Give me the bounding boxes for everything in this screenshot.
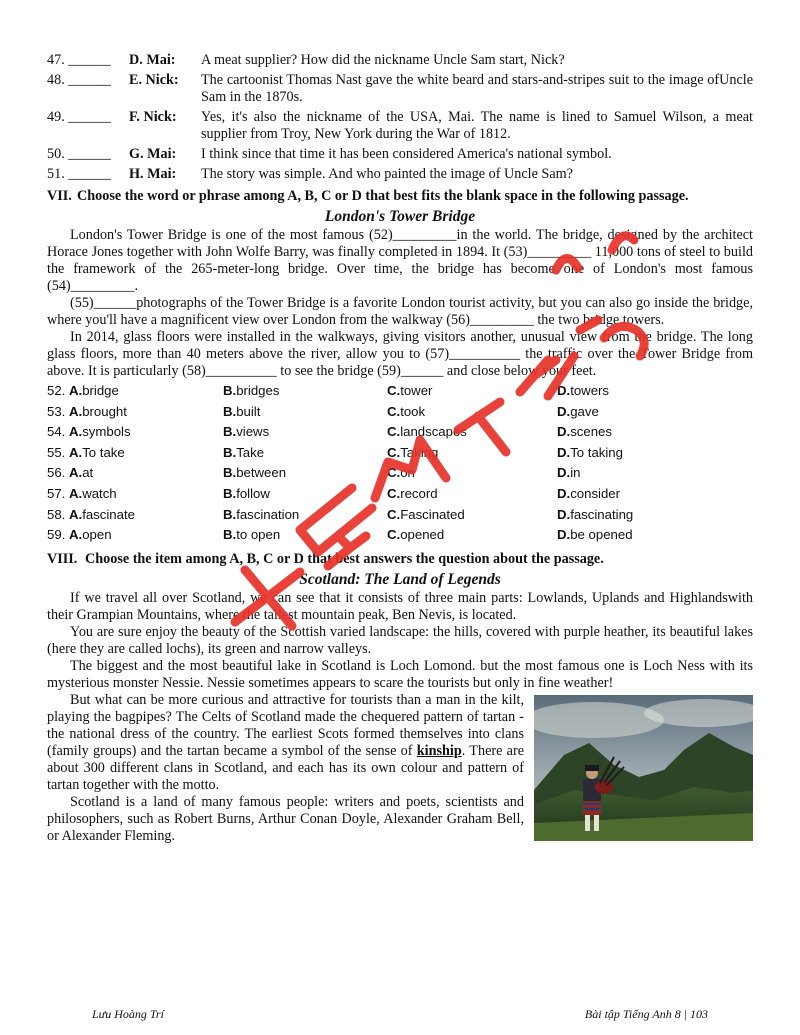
passage-paragraph: The biggest and the most beautiful lake in Scotland is Loch Lomond. but the most famous one is Loch Ness with its mysterious monster Nessie. Nessie sometimes appears to scare the tourists but only in fine weather!	[47, 657, 753, 691]
option-56-b	[223, 463, 387, 484]
option-57-a	[47, 484, 223, 505]
option-letter: D.	[557, 383, 571, 398]
text-run: in the world. The bridge, designed by the architect Horace Jones together with John Wolfe Barry, was finally completed in 1894. It (53)	[47, 227, 753, 260]
option-55-a	[47, 443, 223, 464]
dialogue-line	[47, 146, 753, 163]
option-text: bridge	[82, 383, 119, 398]
option-56-d	[557, 463, 747, 484]
passage-paragraph	[47, 295, 753, 329]
option-59-d	[557, 525, 747, 546]
dialogue-line	[47, 52, 753, 69]
text-run: (55)	[70, 295, 94, 311]
option-text: scenes	[570, 424, 612, 440]
passage-paragraph: Scotland is a land of many famous people: writers and poets, scientists and philosophers, such as Robert Burns, Arthur Conan Doyle, Alexander Graham Bell, or Alexander Fleming.	[47, 793, 524, 844]
text-run: 11,000 tons of steel to build the framework of the 265-meter-long bridge. Over time, the bridge has become one of London's most famous (54)	[47, 244, 753, 294]
option-letter: A.	[69, 506, 83, 522]
option-54-b	[223, 422, 387, 443]
text-run: . There are about 300 different clans in Scotland, and each has its own colour and pattern of tartan together with the motto.	[47, 742, 524, 793]
text-run: But what can be more curious and attractive for tourists than a man in the kilt, playing the bagpipes? The Celts of Scotland made the chequered pattern of tartan - the national dress of the country. The earliest Scots formed themselves into clans (family groups) and the tartan became a symbol of the sense of	[47, 691, 524, 759]
option-letter: C.	[387, 444, 401, 460]
option-text: open	[82, 527, 112, 543]
option-letter: A.	[69, 465, 83, 481]
option-52-c	[387, 381, 557, 402]
option-text: fascinating	[570, 506, 634, 522]
book-title-page-number: Bài tập Tiếng Anh 8 | 103	[584, 1007, 708, 1021]
option-52-b	[223, 381, 387, 402]
speaker-label: H. Mai:	[129, 166, 177, 182]
option-58-a	[47, 505, 223, 526]
option-letter: D.	[557, 485, 571, 501]
option-letter: B.	[223, 506, 237, 522]
passage-title: Scotland: The Land of Legends	[299, 570, 501, 588]
option-letter: D.	[557, 424, 571, 440]
text-run: the traffic over the Tower Bridge from above. It is particularly (58)	[47, 346, 753, 379]
option-letter: A.	[69, 444, 83, 460]
dialogue-line	[47, 166, 753, 183]
option-58-b	[223, 505, 387, 526]
option-letter: B.	[223, 485, 237, 501]
gap-53: _________	[527, 244, 592, 260]
option-58-d	[557, 505, 747, 526]
option-letter: B.	[223, 465, 237, 481]
gap-52: _________	[392, 227, 457, 243]
passage-title: London's Tower Bridge	[324, 208, 476, 225]
option-text: record	[400, 485, 438, 501]
text-run: photographs of the Tower Bridge is a favorite London tourist activity, but you can also go inside the bridge, where you'll have a magnificent view over London from the walkway (56)	[47, 295, 753, 328]
answer-blank: 49. ______	[47, 109, 111, 125]
option-text: be opened	[570, 527, 633, 543]
kinship-keyword: kinship	[416, 742, 462, 759]
option-text: brought	[82, 403, 127, 419]
option-55-c	[387, 443, 557, 464]
scotland-bagpiper-photo	[534, 695, 753, 841]
gap-59: ______	[400, 363, 444, 379]
option-letter: D.	[557, 444, 571, 460]
gap-56: _________	[469, 312, 534, 328]
option-56-a	[47, 463, 223, 484]
option-text: bridges	[236, 383, 280, 398]
option-letter: A.	[69, 527, 83, 543]
option-55-d	[557, 443, 747, 464]
section-number: VII.	[47, 188, 72, 204]
option-letter: B.	[223, 383, 237, 398]
passage-paragraph: You are sure enjoy the beauty of the Scottish varied landscape: the hills, covered with purple heather, its beautiful lakes (here they are called lochs), its green and narrow valleys.	[47, 623, 753, 657]
author-name: Lưu Hoàng Trí	[92, 1007, 164, 1021]
page-footer	[92, 1006, 708, 1023]
option-text: to open	[236, 527, 281, 543]
option-text: towers	[570, 383, 610, 398]
dialogue-text: Yes, it's also the nickname of the USA, Mai. The name is lined to Samuel Wilson, a meat supplier from Troy, New York during the War of 1812.	[201, 109, 753, 142]
speaker-label: E. Nick:	[129, 72, 179, 88]
text-run: London's Tower Bridge is one of the most famous (52)	[70, 227, 393, 243]
section-8-heading	[47, 551, 753, 568]
option-text: gave	[570, 403, 599, 419]
dialogue-text: The story was simple. And who painted the image of Uncle Sam?	[201, 166, 573, 182]
option-52-d	[557, 381, 747, 402]
option-56-c	[387, 463, 557, 484]
gap-55: ______	[93, 295, 137, 311]
option-letter: D.	[557, 527, 571, 543]
gap-58: __________	[205, 363, 277, 379]
option-57-b	[223, 484, 387, 505]
option-58-c	[387, 505, 557, 526]
question-number: 58.	[47, 506, 69, 522]
option-letter: B.	[223, 403, 237, 419]
question-number: 59.	[47, 527, 69, 543]
option-text: fascinate	[82, 506, 135, 522]
section-7-heading	[47, 188, 753, 205]
option-letter: C.	[387, 485, 401, 501]
option-letter: B.	[223, 424, 237, 440]
speaker-label: F. Nick:	[129, 109, 177, 125]
option-text: took	[400, 403, 426, 419]
option-text: watch	[82, 485, 117, 501]
text-run: In 2014, glass floors were installed in the walkways, giving visitors another, unusual view from the bridge. The long glass floors, more than 40 meters above the river, allow you to (57)	[47, 329, 753, 362]
speaker-label: D. Mai:	[129, 52, 176, 68]
question-number: 56.	[47, 465, 69, 481]
option-letter: C.	[387, 424, 401, 440]
option-letter: A.	[69, 383, 83, 398]
answer-options-grid	[47, 381, 753, 546]
option-text: views	[236, 424, 270, 440]
dialogue-text: I think since that time it has been considered America's national symbol.	[201, 146, 612, 162]
option-letter: A.	[69, 403, 83, 419]
option-53-b	[223, 402, 387, 423]
option-text: fascination	[236, 506, 300, 522]
option-text: built	[236, 403, 261, 419]
passage-paragraph: If we travel all over Scotland, we can see that it consists of three main parts: Lowlands, Uplands and Highlandswith their Grampian Mountains, where the tallest mountain peak, Ben Nevis, is located.	[47, 589, 753, 623]
option-text: To taking	[570, 444, 623, 460]
question-number: 57.	[47, 485, 69, 501]
option-57-c	[387, 484, 557, 505]
option-letter: A.	[69, 424, 83, 440]
option-54-a	[47, 422, 223, 443]
option-letter: C.	[387, 465, 401, 481]
answer-blank: 51. ______	[47, 166, 111, 182]
option-letter: D.	[557, 403, 571, 419]
option-letter: C.	[387, 403, 401, 419]
worksheet-page	[47, 52, 753, 845]
option-55-b	[223, 443, 387, 464]
question-number: 53.	[47, 403, 69, 419]
option-letter: B.	[223, 527, 237, 543]
passage-paragraph	[47, 227, 753, 295]
option-text: follow	[236, 485, 270, 501]
gap-54: _________	[70, 278, 135, 294]
option-text: landscapes	[400, 424, 467, 440]
dialogue-line	[47, 109, 753, 143]
option-53-c	[387, 402, 557, 423]
dialogue-text: The cartoonist Thomas Nast gave the white beard and stars-and-stripes suit to the image ofUncle Sam in the 1870s.	[201, 72, 753, 105]
passage-paragraph	[47, 329, 753, 380]
option-53-a	[47, 402, 223, 423]
option-text: opened	[400, 527, 445, 543]
option-letter: D.	[557, 506, 571, 522]
option-text: at	[82, 465, 94, 481]
section-instruction: Choose the word or phrase among A, B, C or D that best fits the blank space in the following passage.	[77, 188, 689, 204]
option-text: on	[400, 465, 415, 481]
answer-blank: 47. ______	[47, 52, 111, 68]
text-run: to see the bridge (59)	[276, 363, 401, 379]
option-text: Taking	[400, 444, 439, 460]
text-run: the two bridge towers.	[533, 312, 665, 328]
option-54-c	[387, 422, 557, 443]
dialogue-line	[47, 72, 753, 106]
option-letter: B.	[223, 444, 237, 460]
dialogue-text: A meat supplier? How did the nickname Uncle Sam start, Nick?	[201, 52, 565, 68]
option-text: Take	[236, 444, 265, 460]
option-53-d	[557, 402, 747, 423]
option-text: Fascinated	[400, 506, 465, 522]
option-59-b	[223, 525, 387, 546]
option-52-a	[47, 381, 223, 402]
option-letter: A.	[69, 485, 83, 501]
question-number: 54.	[47, 424, 69, 440]
option-59-a	[47, 525, 223, 546]
section-number: VIII.	[47, 550, 78, 567]
option-text: between	[236, 465, 287, 481]
text-run: .	[134, 278, 139, 294]
option-54-d	[557, 422, 747, 443]
option-59-c	[387, 525, 557, 546]
option-text: in	[570, 465, 581, 481]
option-text: consider	[570, 485, 621, 501]
dialogue-list	[47, 52, 753, 183]
option-text: To take	[82, 444, 125, 460]
option-text: symbols	[82, 424, 131, 440]
speaker-label: G. Mai:	[129, 146, 177, 162]
section-instruction: Choose the item among A, B, C or D that best answers the question about the passage.	[85, 550, 604, 567]
option-text: tower	[400, 383, 433, 398]
answer-blank: 50. ______	[47, 146, 111, 162]
answer-blank: 48. ______	[47, 72, 111, 88]
question-number: 52.	[47, 383, 69, 398]
question-number: 55.	[47, 444, 69, 460]
option-letter: C.	[387, 506, 401, 522]
option-letter: C.	[387, 527, 401, 543]
text-run: and close below your feet.	[443, 363, 597, 379]
option-letter: C.	[387, 383, 401, 398]
option-57-d	[557, 484, 747, 505]
gap-57: __________	[449, 346, 520, 362]
option-letter: D.	[557, 465, 571, 481]
